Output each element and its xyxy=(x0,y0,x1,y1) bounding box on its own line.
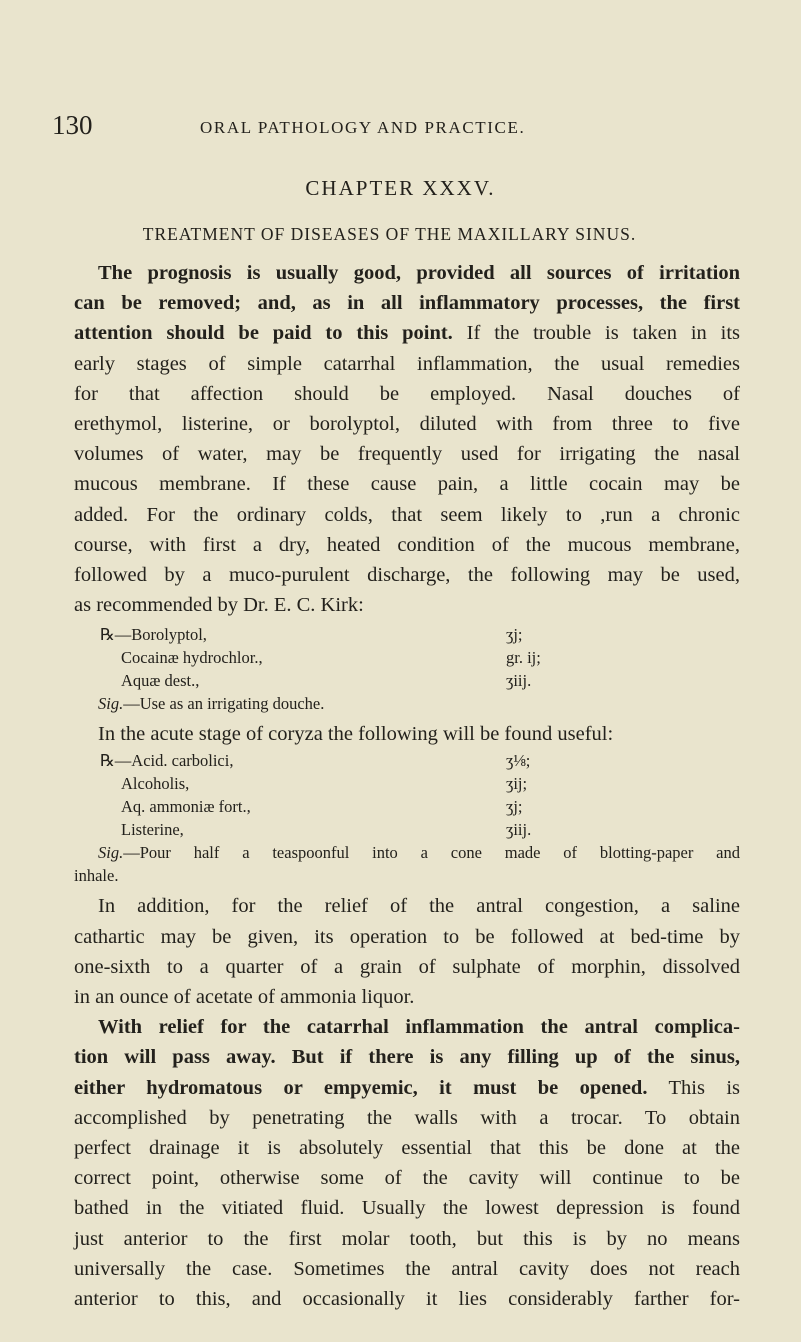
prescription-line xyxy=(74,818,740,841)
paragraph-line: erethymol, listerine, or borolyptol, diluted with from three to five xyxy=(74,412,740,435)
sig-text: —Use as an irrigating douche. xyxy=(123,694,325,714)
prescription-ingredient: ℞—Acid. carbolici, xyxy=(100,751,234,771)
prescription-ingredient: Cocainæ hydrochlor., xyxy=(121,648,263,668)
body-text xyxy=(74,258,740,1314)
prescription-sig xyxy=(74,692,740,715)
prescription-ingredient: Aq. ammoniæ fort., xyxy=(121,797,251,817)
prescription-sig xyxy=(74,841,740,864)
prescription-line xyxy=(74,646,740,669)
prescription-line xyxy=(74,795,740,818)
paragraph-line: in an ounce of acetate of ammonia liquor. xyxy=(74,986,415,1008)
paragraph-line: early stages of simple catarrhal inflammation, the usual remedies xyxy=(74,352,740,375)
prescription-quantity: ʒij; xyxy=(506,774,528,794)
prescription-line xyxy=(74,669,740,692)
prescription-ingredient: Listerine, xyxy=(121,820,184,840)
page-header xyxy=(52,110,741,140)
prescription-line xyxy=(74,749,740,772)
paragraph-line: With relief for the catarrhal inflammation the antral complica- xyxy=(98,1016,740,1039)
paragraph-line: universally the case. Sometimes the antral cavity does not reach xyxy=(74,1257,740,1280)
prescription-ingredient: Aquæ dest., xyxy=(121,671,200,691)
prescription-line xyxy=(74,623,740,646)
prescription-quantity: ʒiij. xyxy=(506,820,532,840)
prescription-sig: inhale. xyxy=(74,866,119,886)
chapter-heading: CHAPTER XXXV. xyxy=(305,176,496,200)
prescription-quantity: ʒj; xyxy=(506,797,523,817)
paragraph-line: one-sixth to a quarter of a grain of sulphate of morphin, dissolved xyxy=(74,955,740,978)
paragraph-line xyxy=(74,318,740,348)
paragraph-line: volumes of water, may be frequently used for irrigating the nasal xyxy=(74,443,740,466)
sig-label: Sig. xyxy=(98,843,124,863)
section-title: TREATMENT OF DISEASES OF THE MAXILLARY SINUS. xyxy=(142,224,637,244)
paragraph-line: mucous membrane. If these cause pain, a little cocain may be xyxy=(74,473,740,496)
paragraph-line: anterior to this, and occasionally it lies considerably farther for- xyxy=(74,1287,740,1310)
sig-label: Sig. xyxy=(98,694,124,714)
prescription-quantity: ʒiij. xyxy=(506,671,532,691)
paragraph-line: In the acute stage of coryza the following will be found useful: xyxy=(98,723,614,746)
paragraph-line: followed by a muco-purulent discharge, the following may be used, xyxy=(74,563,740,586)
prescription-quantity: gr. ij; xyxy=(506,648,541,668)
paragraph-line: bathed in the vitiated fluid. Usually the lowest depression is found xyxy=(74,1197,740,1220)
text-run: This is xyxy=(647,1076,741,1099)
paragraph-line: tion will pass away. But if there is any filling up of the sinus, xyxy=(74,1046,740,1069)
paragraph-line: can be removed; and, as in all inflammatory processes, the first xyxy=(74,292,740,315)
prescription-ingredient: Alcoholis, xyxy=(121,774,190,794)
sig-text: —Pour half a teaspoonful into a cone made of blotting-paper and xyxy=(123,843,740,863)
prescription-ingredient: ℞—Borolyptol, xyxy=(100,625,207,645)
paragraph-line: cathartic may be given, its operation to be followed at bed-time by xyxy=(74,925,740,948)
page-number: 130 xyxy=(52,110,93,140)
paragraph-line: perfect drainage it is absolutely essential that this be done at the xyxy=(74,1136,740,1159)
running-head: ORAL PATHOLOGY AND PRACTICE. xyxy=(200,118,526,137)
paragraph-line: as recommended by Dr. E. C. Kirk: xyxy=(74,594,364,617)
paragraph-line: In addition, for the relief of the antral congestion, a saline xyxy=(98,895,740,918)
paragraph-line xyxy=(74,1073,740,1103)
prescription-quantity: ʒj; xyxy=(506,625,523,645)
paragraph-line: accomplished by penetrating the walls with a trocar. To obtain xyxy=(74,1106,740,1129)
text-run: If the trouble is taken in its xyxy=(452,322,740,345)
paragraph-line: added. For the ordinary colds, that seem likely to ,run a chronic xyxy=(74,503,740,526)
paragraph-line: course, with first a dry, heated condition of the mucous membrane, xyxy=(74,533,740,556)
paragraph-line: for that affection should be employed. Nasal douches of xyxy=(74,382,740,405)
prescription-quantity: ʒ⅛; xyxy=(506,751,531,771)
paragraph-line: just anterior to the first molar tooth, but this is by no means xyxy=(74,1227,740,1250)
paragraph-line: The prognosis is usually good, provided all sources of irritation xyxy=(98,262,740,284)
bold-phrase: either hydromatous or empyemic, it must be opened. xyxy=(74,1076,648,1099)
bold-phrase: attention should be paid to this point. xyxy=(74,322,453,345)
paragraph-line: correct point, otherwise some of the cavity will continue to be xyxy=(74,1167,740,1190)
prescription-line xyxy=(74,772,740,795)
